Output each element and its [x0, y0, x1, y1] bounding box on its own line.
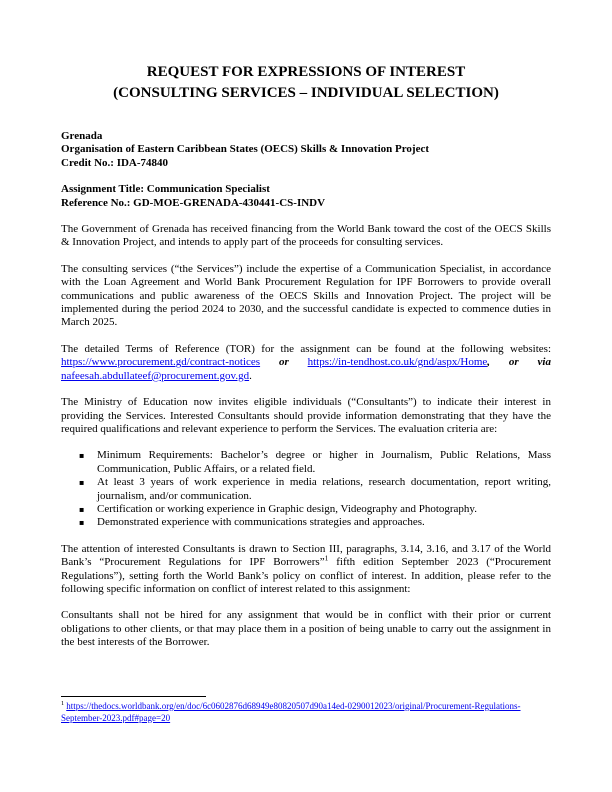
bullet-icon: ▪	[79, 478, 85, 488]
footnote-separator	[61, 696, 206, 697]
criteria-item-text: At least 3 years of work experience in media relations, research documentation, report writing, journalism, and/or communication.	[97, 476, 551, 502]
title-line-2: (CONSULTING SERVICES – INDIVIDUAL SELECTION)	[113, 85, 499, 101]
criteria-item-text: Certification or working experience in Graphic design, Videography and Photography.	[97, 502, 477, 515]
paragraph-conflict: Consultants shall not be hired for any assignment that would be in conflict with their prior or current obligations to other clients, or that may place them in a position of being unable to carry out the assignment in the best interests of the Borrower.	[61, 609, 551, 649]
footnote-reference[interactable]: 1	[324, 553, 329, 563]
project-name-line: Organisation of Eastern Caribbean States (OECS) Skills & Innovation Project	[61, 143, 430, 156]
tor-or-text: or	[260, 356, 308, 369]
reference-number-line: Reference No.: GD-MOE-GRENADA-430441-CS-INDV	[61, 196, 326, 209]
attention-text-post: fifth edition September 2023 (“Procurement Regulations”), setting forth the World Bank’s policy on conflict of interest. In addition, please refer to the following specific information on conflict of interest related to this assignment:	[61, 556, 552, 595]
criteria-item-experience	[61, 476, 551, 503]
country-line: Grenada	[61, 130, 103, 142]
attention-text-pre: The attention of interested Consultants is drawn to Section III, paragraphs, 3.14, 3.16, and 3.17 of the World Bank’s “Procurement Regulations for IPF Borrowers”	[61, 542, 551, 569]
bullet-icon: ▪	[79, 451, 85, 461]
procurement-gd-link[interactable]: https://www.procurement.gd/contract-notices	[61, 356, 261, 369]
criteria-item-text: Demonstrated experience with communications strategies and approaches.	[97, 516, 425, 529]
credit-number-line: Credit No.: IDA-74840	[61, 156, 169, 169]
footnote-marker: 1	[61, 700, 65, 707]
tor-end-text: .	[249, 369, 252, 382]
footnote-text	[61, 701, 551, 724]
paragraph-financing: The Government of Grenada has received financing from the World Bank toward the cost of the OECS Skills & Innovation Project, and intends to apply part of the proceeds for consulting services.	[61, 223, 551, 249]
footnote-area	[61, 696, 551, 724]
assignment-header-block	[61, 183, 551, 210]
project-header-block	[61, 130, 551, 170]
paragraph-invitation: The Ministry of Education now invites eligible individuals (“Consultants”) to indicate their interest in providing the Services. Interested Consultants should provide information demonstrating that they have the required qualifications and relevant experience to perform the Services. The evaluation criteria are:	[61, 396, 551, 435]
tor-intro-text: The detailed Terms of Reference (TOR) for the assignment can be found at the following websites:	[61, 342, 551, 355]
paragraph-services: The consulting services (“the Services”) include the expertise of a Communication Specialist, in accordance with the Loan Agreement and World Bank Procurement Regulation for IPF Borrowers to provide overall communications and public awareness of the OECS Skills and Innovation Project. The project will be implemented during the period 2024 to 2030, and the successful candidate is expected to commence duties in March 2025.	[61, 262, 551, 329]
bullet-icon: ▪	[79, 504, 85, 514]
criteria-item-text: Minimum Requirements: Bachelor’s degree or higher in Journalism, Public Relations, Mass Communication, Public Affairs, or a related field.	[97, 449, 551, 475]
document-title	[61, 62, 551, 104]
criteria-item-minimum-requirements	[61, 449, 551, 476]
bullet-icon: ▪	[79, 518, 85, 528]
title-line-1: REQUEST FOR EXPRESSIONS OF INTEREST	[146, 64, 466, 80]
criteria-item-strategies	[61, 516, 551, 529]
in-tendhost-link[interactable]: https://in-tendhost.co.uk/gnd/aspx/Home	[307, 356, 488, 369]
paragraph-attention	[61, 543, 551, 597]
contact-email-link[interactable]: nafeesah.abdullateef@procurement.gov.gd	[61, 369, 250, 382]
paragraph-tor	[61, 343, 551, 383]
criteria-item-certification	[61, 503, 551, 516]
tor-or-via-text: , or via	[487, 356, 551, 369]
procurement-regulations-link[interactable]: https://thedocs.worldbank.org/en/doc/6c0602876d68949e80820507d90a14ed-0290012023/original/Procurement-Regulations-September-2023.pdf#page=20	[61, 701, 521, 723]
assignment-title-line: Assignment Title: Communication Specialist	[61, 183, 270, 196]
evaluation-criteria-list	[61, 449, 551, 529]
